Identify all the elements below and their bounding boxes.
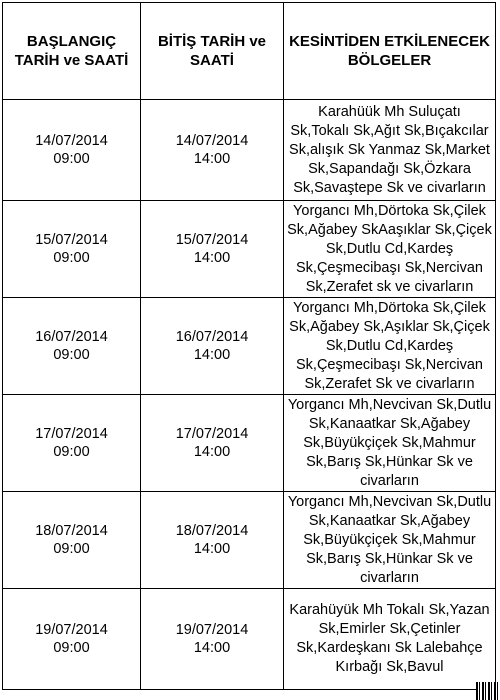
areas-cell: Yorgancı Mh,Nevcivan Sk,Dutlu Sk,Kanaatkar Sk,Ağabey Sk,Büyükçiçek Sk,Mahmur Sk,Barış Sk,Hünkar Sk ve civarların (284, 492, 496, 589)
start-cell (3, 298, 141, 395)
start-date: 14/07/2014 (35, 133, 108, 149)
end-cell (141, 201, 284, 298)
start-time: 09:00 (53, 151, 90, 167)
end-date: 19/07/2014 (175, 622, 249, 638)
end-cell (141, 298, 284, 395)
areas-cell: Karahüük Mh Suluçatı Sk,Tokalı Sk,Ağıt Sk,Bıçakcılar Sk,alışık Sk Yanmaz Sk,Market Sk,Sapandağı Sk,Özkara Sk,Savaştepe Sk ve civarların (284, 100, 496, 201)
start-cell (3, 100, 141, 201)
start-cell (3, 492, 141, 589)
header-areas: KESİNTİDEN ETKİLENECEK BÖLGELER (284, 3, 496, 100)
end-time: 14:00 (193, 640, 231, 656)
end-time: 14:00 (193, 151, 231, 167)
end-date: 16/07/2014 (175, 329, 249, 345)
table-row (3, 492, 496, 589)
end-cell (141, 492, 284, 589)
end-date: 14/07/2014 (175, 133, 249, 149)
end-time: 14:00 (193, 444, 231, 460)
areas-cell: Yorgancı Mh,Dörtoka Sk,Çilek Sk,Ağabey Sk,Aşıklar Sk,Çiçek Sk,Dutlu Cd,Kardeş Sk,Çeşmecibaşı Sk,Nercivan Sk,Zerafet Sk ve civarların (284, 298, 496, 395)
end-cell (141, 589, 284, 690)
start-time: 09:00 (53, 250, 90, 266)
start-date: 15/07/2014 (35, 232, 108, 248)
start-date: 17/07/2014 (35, 426, 108, 442)
areas-cell: Yorgancı Mh,Nevcivan Sk,Dutlu Sk,Kanaatkar Sk,Ağabey Sk,Büyükçiçek Sk,Mahmur Sk,Barış Sk,Hünkar Sk ve civarların (284, 395, 496, 492)
end-cell (141, 100, 284, 201)
start-time: 09:00 (53, 347, 90, 363)
start-time: 09:00 (53, 444, 90, 460)
end-date: 18/07/2014 (175, 523, 249, 539)
start-date: 18/07/2014 (35, 523, 108, 539)
start-time: 09:00 (53, 541, 90, 557)
start-cell (3, 395, 141, 492)
header-start: BAŞLANGIÇ TARİH ve SAATİ (3, 3, 141, 100)
table-row (3, 201, 496, 298)
start-time: 09:00 (53, 640, 90, 656)
table-row (3, 298, 496, 395)
table-row (3, 100, 496, 201)
start-date: 16/07/2014 (35, 329, 108, 345)
start-cell (3, 201, 141, 298)
barcode-mark (476, 682, 500, 700)
header-row (3, 3, 496, 100)
end-time: 14:00 (193, 347, 231, 363)
header-end: BİTİŞ TARİH ve SAATİ (141, 3, 284, 100)
table-row (3, 589, 496, 690)
start-cell (3, 589, 141, 690)
end-time: 14:00 (193, 541, 231, 557)
end-date: 17/07/2014 (175, 426, 249, 442)
areas-cell: Karahüyük Mh Tokalı Sk,Yazan Sk,Emirler Sk,Çetinler Sk,Kardeşkanı Sk Lalebahçe Kırbağı Sk,Bavul (284, 589, 496, 690)
end-time: 14:00 (193, 250, 231, 266)
start-date: 19/07/2014 (35, 622, 108, 638)
end-cell (141, 395, 284, 492)
table-row (3, 395, 496, 492)
outage-table (2, 2, 496, 690)
end-date: 15/07/2014 (175, 232, 249, 248)
areas-cell: Yorgancı Mh,Dörtoka Sk,Çilek Sk,Ağabey SkAaşıklar Sk,Çiçek Sk,Dutlu Cd,Kardeş Sk,Çeşmecibaşı Sk,Nercivan Sk,Zerafet sk ve civarların (284, 201, 496, 298)
